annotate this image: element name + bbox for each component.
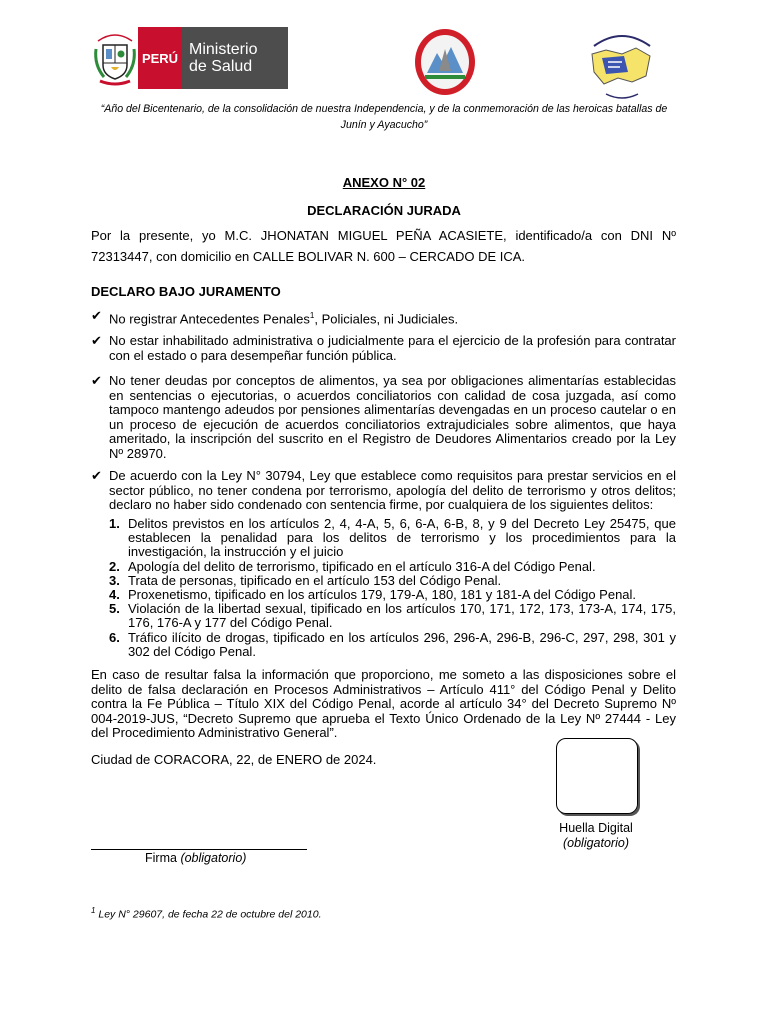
footnote xyxy=(91,906,322,921)
declaration-item-4 xyxy=(91,469,676,513)
declaration-item-2-text: No estar inhabilitado administrativa o judicialmente para el ejercicio de la profesión para contratar con el estado o para desempeñar función pública. xyxy=(109,333,676,363)
declaration-item-1 xyxy=(91,309,676,327)
list-item xyxy=(109,602,676,630)
signature-label-text: Firma xyxy=(145,851,177,865)
minsa-logo xyxy=(92,27,288,89)
list-item xyxy=(109,631,676,659)
checkmark-icon: ✔ xyxy=(91,468,102,483)
list-item-number: 1. xyxy=(109,516,120,531)
list-item-text: Apología del delito de terrorismo, tipificado en el artículo 316-A del Código Penal. xyxy=(128,558,596,574)
fingerprint-required-note: (obligatorio) xyxy=(562,836,629,850)
fingerprint-box xyxy=(556,738,638,814)
list-item xyxy=(109,560,676,574)
list-item-text: Tráfico ilícito de drogas, tipificado en los artículos 296, 296-A, 296-B, 296-C, 297, 298, 301 y 302 del Código Penal. xyxy=(128,629,676,659)
checkmark-icon: ✔ xyxy=(91,333,102,348)
list-item xyxy=(109,517,676,560)
declaro-heading: DECLARO BAJO JURAMENTO xyxy=(91,284,281,299)
ministerio-label xyxy=(182,27,288,89)
peru-coat-of-arms-icon xyxy=(92,27,138,89)
list-item-number: 5. xyxy=(109,601,120,617)
fingerprint-label-text: Huella Digital xyxy=(559,821,633,835)
checkmark-icon: ✔ xyxy=(91,308,102,323)
list-item-text: Violación de la libertad sexual, tipificado en los artículos 170, 171, 172, 173, 173-A, 174, 175, 176, 176-A y 177 del Código Penal. xyxy=(128,601,676,631)
institutional-motto: “Año del Bicentenario, de la consolidación de nuestra Independencia, y de la conmemoración de las heroicas batallas de Junín y Ayacucho” xyxy=(100,103,668,131)
declaration-item-1-rest: , Policiales, ni Judiciales. xyxy=(314,311,459,327)
red-de-salud-logo-icon xyxy=(588,24,656,104)
footnote-mark: 1 xyxy=(91,906,96,915)
list-item-text: Trata de personas, tipificado en el artículo 153 del Código Penal. xyxy=(128,572,502,588)
signature-label xyxy=(145,851,246,865)
footnote-text: Ley N° 29607, de fecha 22 de octubre del 2010. xyxy=(98,908,322,921)
signature-line xyxy=(91,849,307,850)
list-item-number: 6. xyxy=(109,629,120,645)
intro-line-2: 72313447, con domicilio en CALLE BOLIVAR N. 600 – CERCADO DE ICA. xyxy=(91,249,526,264)
ministerio-line1: Ministerio xyxy=(189,41,258,58)
fingerprint-label xyxy=(536,821,656,851)
gobierno-regional-seal-icon xyxy=(413,27,477,97)
list-item-number: 3. xyxy=(109,572,120,588)
declaration-item-4-text: De acuerdo con la Ley N° 30794, Ley que establece como requisitos para prestar servicios en el sector público, no tener condena por terrorismo, apología del delito de terrorismo y otros delitos; declaro no haber sido condenado con sentencia firme, por cualquiera de los siguientes delitos: xyxy=(109,468,676,512)
intro-paragraph xyxy=(91,225,676,267)
declaration-item-3 xyxy=(91,374,676,461)
list-item-text: Proxenetismo, tipificado en los artículos 179, 179-A, 180, 181 y 181-A del Código Penal. xyxy=(128,587,637,603)
declaration-item-1-text: No registrar Antecedentes Penales xyxy=(109,311,310,327)
peru-label: PERÚ xyxy=(138,27,182,89)
list-item-number: 4. xyxy=(109,587,120,603)
list-item-text: Delitos previstos en los artículos 2, 4, 4-A, 5, 6, 6-A, 6-B, 8, y 9 del Decreto Ley 25475, que establecen la penalidad para los delitos de terrorismo y los procedimientos para la investigación, la instrucción y el juicio xyxy=(128,516,676,560)
declaration-item-2 xyxy=(91,334,676,363)
closing-paragraph: En caso de resultar falsa la información que proporciono, me someto a las disposiciones sobre el delito de falsa declaración en Procesos Administrativos – Artículo 411° del Código Penal y Delito contra la Fe Pública – Título XIX del Código Penal, acorde al artículo 34° del Decreto Supremo Nº 004-2019-JUS, “Decreto Supremo que aprueba el Texto Único Ordenado de la Ley Nº 27444 - Ley del Procedimiento Administrativo General”. xyxy=(91,667,676,740)
intro-line-1: Por la presente, yo M.C. JHONATAN MIGUEL PEÑA ACASIETE, identificado/a con DNI Nº xyxy=(91,228,676,243)
checkmark-icon: ✔ xyxy=(91,373,102,388)
crimes-list xyxy=(109,517,676,659)
signature-required-note: (obligatorio) xyxy=(180,851,247,865)
footnote-ref: 1 xyxy=(309,311,315,320)
place-and-date: Ciudad de CORACORA, 22, de ENERO de 2024. xyxy=(91,752,377,767)
list-item xyxy=(109,574,676,588)
list-item xyxy=(109,588,676,602)
annex-number: ANEXO N° 02 xyxy=(342,175,426,190)
list-item-number: 2. xyxy=(109,558,120,574)
declaration-item-3-text: No tener deudas por conceptos de alimentos, ya sea por obligaciones alimentarías establecidas en sentencias o ejecutorias, o acuerdos conciliatorios con calidad de cosa juzgada, así como tampoco mantengo adeudos por pensiones alimentarías devengadas en un proceso cautelar o en un proceso de ejecución de acuerdos conciliatorios extrajudiciales sobre alimentos, que haya ameritado, la inscripción del suscrito en el Registro de Deudores Alimentarios creado por la Ley Nº 28970. xyxy=(109,373,676,461)
document-title: DECLARACIÓN JURADA xyxy=(307,203,461,218)
ministerio-line2: de Salud xyxy=(189,58,253,75)
